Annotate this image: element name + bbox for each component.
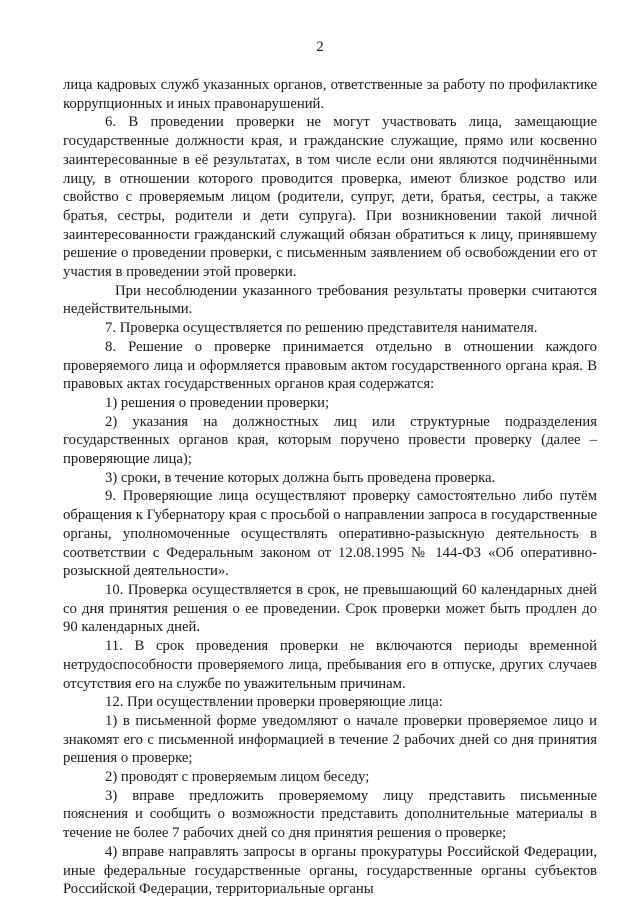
paragraph-item-12: 12. При осуществлении проверки проверяющие лица: xyxy=(105,694,443,711)
paragraph-item-8-sub-1: 1) решения о проведении проверки; xyxy=(105,394,330,411)
paragraph-item-12-sub-4: 4) вправе направлять запросы в органы прокуратуры Российской Федерации, иные федеральные государственные органы, государственные органы субъектов Российской Федерации, территориальные органы xyxy=(63,843,597,898)
paragraph-item-12-sub-1: 1) в письменной форме уведомляют о начале проверки проверяемое лицо и знакомят его с письменной информацией в течение 2 рабочих дней со дня принятия решения о проверке; xyxy=(63,712,597,767)
paragraph-item-8: 8. Решение о проверке принимается отдельно в отношении каждого проверяемого лица и оформляется правовым актом государственного органа края. В правовых актах государственных органов края содержатся: xyxy=(63,338,597,393)
paragraph-item-7: 7. Проверка осуществляется по решению представителя нанимателя. xyxy=(105,320,538,337)
paragraph-item-11: 11. В срок проведения проверки не включаются периоды временной нетрудоспособности проверяемого лица, пребывания его в отпуске, других случаев отсутствия его на службе по уважительным причинам. xyxy=(63,638,597,692)
page-number: 2 xyxy=(316,39,324,55)
paragraph-item-12-sub-3: 3) вправе предложить проверяемому лицу представить письменные пояснения и сообщить о возможности представить дополнительные материалы в течение не более 7 рабочих дней со дня принятия решения о проверке; xyxy=(63,787,597,842)
paragraph-item-10: 10. Проверка осуществляется в срок, не превышающий 60 календарных дней со дня принятия решения о ее проведении. Срок проверки может быть продлен до 90 календарных дней. xyxy=(63,581,597,636)
paragraph-item-9: 9. Проверяющие лица осуществляют проверку самостоятельно либо путём обращения к Губернатору края с просьбой о направлении запроса в государственные органы, уполномоченные осуществлять оперативно-разыскную деятельность в соответствии с Федеральным законом от 12.08.1995 № 144-ФЗ «Об оперативно-розыскной деятельности». xyxy=(63,488,597,580)
paragraph-invalidity-note: При несоблюдении указанного требования результаты проверки считаются недействительными. xyxy=(63,282,597,318)
paragraph-item-8-sub-3: 3) сроки, в течение которых должна быть проведена проверка. xyxy=(105,469,496,486)
paragraph-item-12-sub-2: 2) проводят с проверяемым лицом беседу; xyxy=(105,769,370,786)
paragraph-item-6: 6. В проведении проверки не могут участвовать лица, замещающие государственные должности края, и гражданские служащие, прямо или косвенно заинтересованные в её результатах, в том числе если они являются подчинёнными лицу, в отношении которого проводится проверка, имеют близкое родство или свойство с проверяемым лицом (родители, супруг, дети, братья, сестры, а также братья, сестры, родители и дети супруга). При возникновении такой личной заинтересованности гражданский служащий обязан обратиться к лицу, принявшему решение о проведении проверки, с письменным заявлением об освобождении его от участия в проведении этой проверки. xyxy=(63,114,597,281)
paragraph-item-8-sub-2: 2) указания на должностных лиц или структурные подразделения государственных органов края, которым поручено провести проверку (далее – проверяющие лица); xyxy=(63,413,597,468)
paragraph-continuation: лица кадровых служб указанных органов, ответственные за работу по профилактике коррупционных и иных правонарушений. xyxy=(63,77,597,112)
document-body xyxy=(63,76,597,899)
